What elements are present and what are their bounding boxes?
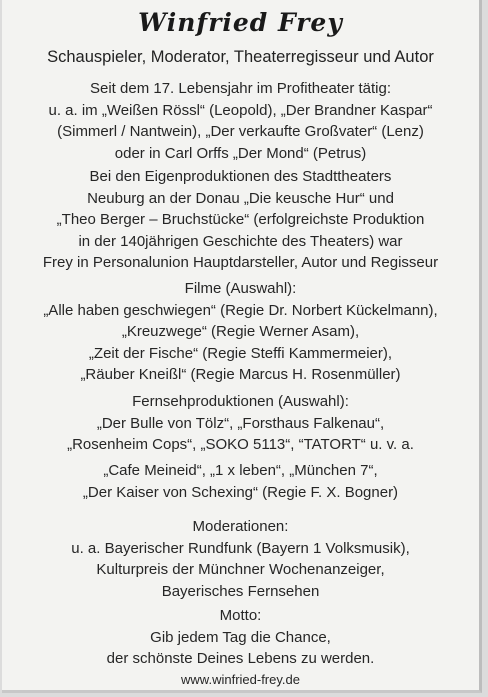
fernsehen-section bbox=[2, 391, 479, 456]
moderationen-line: u. a. Bayerischer Rundfunk (Bayern 1 Volksmusik), bbox=[71, 539, 410, 557]
filme-line: „Räuber Kneißl“ (Regie Marcus H. Rosenmüller) bbox=[80, 366, 401, 383]
filme-section bbox=[2, 278, 479, 386]
moderationen-heading: Moderationen: bbox=[192, 518, 289, 535]
theater-line: u. a. im „Weißen Rössl“ (Leopold), „Der Brandner Kaspar“ bbox=[48, 101, 433, 119]
fernsehen-line: „Der Bulle von Tölz“, „Forsthaus Falkenau“, bbox=[96, 414, 385, 432]
stadttheater-line: „Theo Berger – Bruchstücke“ (erfolgreichste Produktion bbox=[56, 211, 425, 228]
bogner-line: „Cafe Meineid“, „1 x leben“, „München 7“, bbox=[103, 462, 378, 479]
theater-line: Seit dem 17. Lebensjahr im Profitheater tätig: bbox=[90, 80, 391, 97]
subtitle: Schauspieler, Moderator, Theaterregisseur und Autor bbox=[47, 48, 434, 66]
moderationen-line: Bayerisches Fernsehen bbox=[161, 582, 320, 600]
theater-line: oder in Carl Orffs „Der Mond“ (Petrus) bbox=[114, 144, 367, 162]
filme-heading: Filme (Auswahl): bbox=[184, 280, 297, 297]
fernsehen-line: „Rosenheim Cops“, „SOKO 5113“, “TATORT“ u. v. a. bbox=[67, 436, 414, 453]
motto-section bbox=[2, 605, 479, 670]
filme-line: „Zeit der Fische“ (Regie Steffi Kammermeier), bbox=[88, 344, 393, 362]
stadttheater-line: Frey in Personalunion Hauptdarsteller, Autor und Regisseur bbox=[42, 254, 439, 271]
stadttheater-line: Bei den Eigenproduktionen des Stadttheaters bbox=[89, 168, 392, 185]
filme-line: „Alle haben geschwiegen“ (Regie Dr. Norbert Kückelmann), bbox=[43, 301, 438, 319]
stadttheater-line: in der 140jährigen Geschichte des Theaters) war bbox=[78, 232, 403, 250]
bogner-section bbox=[2, 460, 479, 503]
motto-line: der schönste Deines Lebens zu werden. bbox=[106, 650, 375, 667]
theater-section bbox=[2, 78, 479, 164]
name-title: Winfried Frey bbox=[138, 8, 343, 37]
motto-line: Gib jedem Tag die Chance, bbox=[150, 628, 331, 646]
bogner-line: „Der Kaiser von Schexing“ (Regie F. X. Bogner) bbox=[82, 483, 399, 501]
motto-heading: Motto: bbox=[219, 607, 262, 624]
info-card bbox=[2, 0, 482, 693]
moderationen-section bbox=[2, 516, 479, 602]
stadttheater-section bbox=[2, 166, 479, 274]
filme-line: „Kreuzwege“ (Regie Werner Asam), bbox=[121, 323, 360, 340]
moderationen-line: Kulturpreis der Münchner Wochenanzeiger, bbox=[96, 561, 385, 578]
website-url: www.winfried-frey.de bbox=[181, 672, 300, 687]
stadttheater-line: Neuburg an der Donau „Die keusche Hur“ und bbox=[87, 189, 394, 207]
fernsehen-heading: Fernsehproduktionen (Auswahl): bbox=[132, 393, 349, 410]
theater-line: (Simmerl / Nantwein), „Der verkaufte Großvater“ (Lenz) bbox=[57, 123, 424, 140]
